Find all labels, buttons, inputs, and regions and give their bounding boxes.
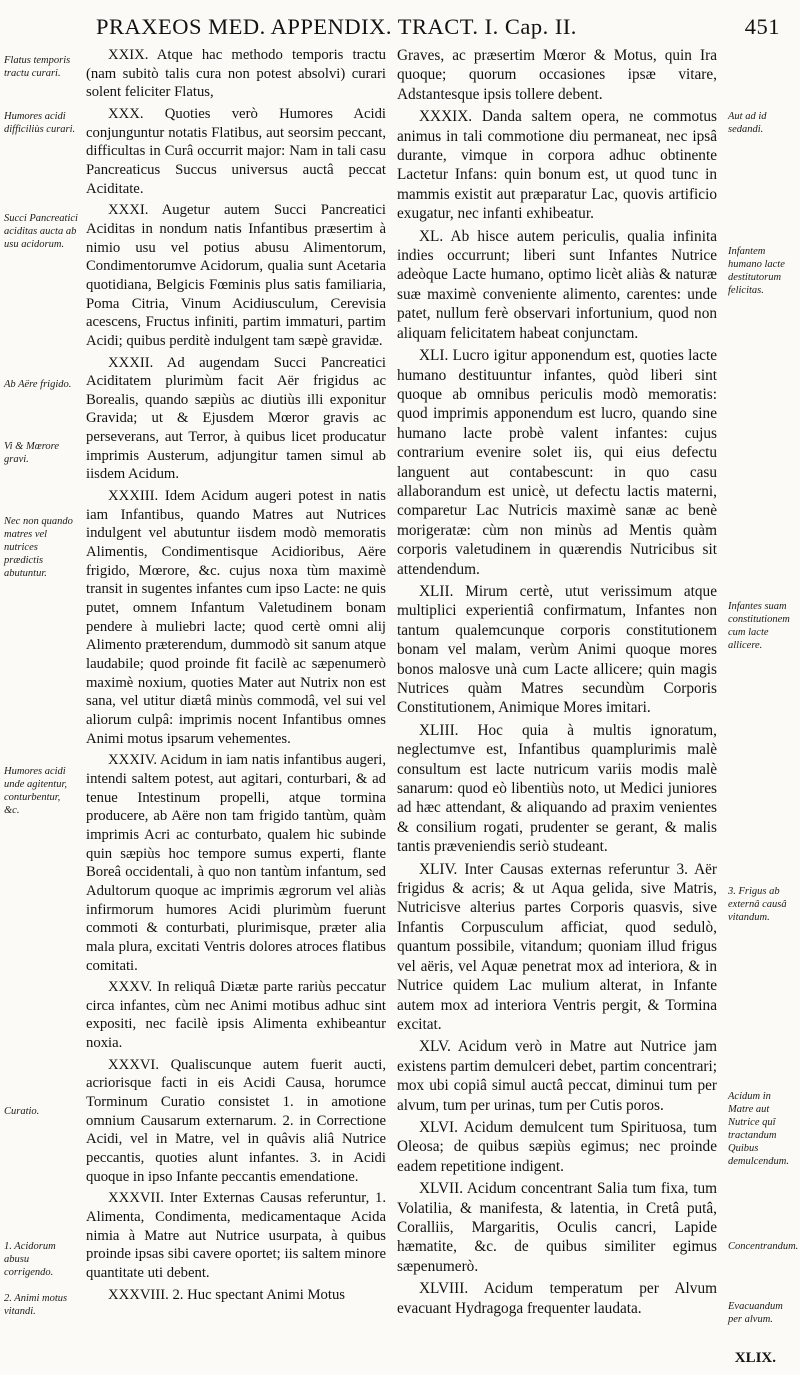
margin-note-left: Humores acidi difficiliùs curari. [4,111,76,135]
paragraph: XLV. Acidum verò in Matre aut Nutrice jam existens partim demulceri debet, partim concentrari; mox ubi copiâ simul auctâ peccat, diminui tum per alvum, tum per urinas, tum per Cutis poros. [397,1038,717,1114]
paragraph: XXXIII. Idem Acidum augeri potest in natis iam Infantibus, quando Matres aut Nutrices indulgent vel abutuntur iisdem modò memoratis Alimentis, Condimentisque Acidioribus, Aëre frigido, Mœrore, &c. cujus noxa tùm maximè transit in sugentes infantes cum ipso Lacte: ne quis putet, omnem Infantum Valetudinem bonam pendere à muliebri lacte; quod certè omni alij Alimento præterendum, dummodò sit sanum atque laudabile; quod proinde fit facilè ac sæpenumerò maximè noxium, quoties Mater aut Nutrix non est sana, vel utitur diætâ minùs commodâ, vel sui vel aliorum culpâ: imprimis nocent Infantibus omnes Animi motus ipsarum vehementes. [86,488,386,747]
margin-note-left: Succi Pancreatici aciditas aucta ab usu acidorum. [4,213,78,250]
left-column [86,46,386,1307]
paragraph: XLII. Mirum certè, utut verissimum atque multiplici experientiâ confirmatum, Infantes non tantum qualemcunque corporis constitutionem bonam vel malam, verùm Animi quoque mores bonos malosve unà cum Lacte allicere; quin magis Nutrices quàm Matres secundùm Corporis Constitutionem, Animique Mores imitari. [397,582,717,717]
margin-note-left: Flatus temporis tractu curari. [4,55,71,79]
paragraph: XXX. Quoties verò Humores Acidi conjunguntur notatis Flatibus, aut seorsim peccant, difficultas in Curâ occurrit major: Nam in tali casu Pancreaticus Succus universus auctâ peccat Aciditate. [86,105,386,197]
paragraph: XXXVII. Inter Externas Causas referuntur, 1. Alimenta, Condimenta, medicamentaque Acida nimia à Matre aut Nutrice usurpata, à quibus proinde ipsas sibi cavere oportet; iis saltem minore quantitate uti debent. [86,1190,386,1281]
paragraph: XLIV. Inter Causas externas referuntur 3. Aër frigidus & acris; & ut Aqua gelida, sive Matris, Nutricisve alterius partes Corporis quasvis, sive Infantis Corpusculum afficiat, quod sedulò, quantum possibile, vitandum; quoniam illud frigus vel aëris, vel Aquæ penetrat mox ad interiora, & in Nutrice quidem Lac mulium alterat, in Infante autem mox ad interiora Ventris pergit, & Tormina excitat. [397,860,717,1033]
margin-note-left: Ab Aëre frigido. [4,379,72,390]
running-header [96,14,780,40]
margin-note-right: Concentrandum. [728,1241,799,1252]
margin-note-left: Curatio. [4,1106,40,1117]
paragraph: XLVIII. Acidum temperatum per Alvum evacuant Hydragoga frequenter laudata. [397,1280,717,1317]
margin-note-left: Vi & Mœrore gravi. [4,441,60,465]
margin-note-left: 1. Acidorum abusu corrigendo. [4,1241,56,1278]
right-column [397,46,717,1321]
margin-note-right: Infantem humano lacte destitutorum felicitas. [728,246,785,296]
margin-note-right: Infantes suam constitutionem cum lacte allicere. [728,601,790,651]
paragraph: XLI. Lucro igitur apponendum est, quoties lacte humano destituuntur infantes, quòd liberi sint quoque ab omnibus periculis modò memoratis: quod imprimis apponendum est lucro, quando sine humano lacte probè valent infantes: cujus contrarium evenire solet iis, qui eius defectu languent aut contabescunt: in quo casu allaborandum est unicè, ut defectu lactis materni, comparetur Lac Nutricis maximè sanæ ac benè morigeratæ: cùm non minùs ad Mentis quàm corporis valetudinem in quærendis Nutricibus sit attendendum. [397,347,717,578]
catchword: XLIX. [734,1350,776,1366]
page-number: 451 [744,14,780,39]
margin-note-left: Nec non quando matres vel nutrices prædictis abutuntur. [4,516,73,579]
margin-note-left: 2. Animi motus vitandi. [4,1293,68,1317]
margin-note-left: Humores acidi unde agitentur, conturbentur, &c. [4,766,67,816]
paragraph: XXXIV. Acidum in iam natis infantibus augeri, intendi saltem potest, aut agitari, conturbari, & ad tenue Intestinum propelli, atque tormina producere, ab Aëre non tam frigido tantùm, quàm imprimis Acri ac conturbato, qualem hic subinde quin sæpiùs hoc tempore sumus experti, flante Boreâ occidentali, à quo non tantùm infantum, sed Adultorum quoque ac imprimis ægrorum vel aliàs infirmorum humores Acidi plurimùm fuerunt commoti & conturbati, plurimisque, præter alia mala plura, excitati Ventris dolores atroces flatibus comitati. [86,752,386,974]
margin-note-right: 3. Frigus ab externâ causâ vitandum. [728,886,787,923]
paragraph: XXXVIII. 2. Huc spectant Animi Motus [108,1286,346,1303]
margin-note-right: Acidum in Matre aut Nutrice quî tractandum Quibus demulcendum. [728,1091,789,1167]
paragraph: XXXV. In reliquâ Diætæ parte rariùs peccatur circa infantes, cùm nec Animi motibus adhuc sint expositi, nec facilè ipsis Alimenta exhibeantur noxia. [86,979,386,1052]
paragraph: XL. Ab hisce autem periculis, qualia infinita indies occurrunt; liberi sunt Infantes Nutrice adeòque Lacte humano, optimo licèt aliàs & naturæ suæ maximè conveniente alimento, carentes: unde patet, nullum ferè observari infortunium, quod non aliquam felicitatem habeat conjunctam. [397,227,717,342]
paragraph: XXXI. Augetur autem Succi Pancreatici Aciditas in nondum natis Infantibus præsertim à nimio usu vel potius abusu Alimentorum, Condimentorumve Acidorum, qualia sunt Acetaria quotidiana, Belgicis Fœminis plus satis familiaria, Poma Citria, Vinum Acidiusculum, Cerevisia acescens, Fructus infiniti, partim immaturi, partim Acidi; quibus perditè indulgent tam sæpè gravidæ. [86,202,386,349]
paragraph: Graves, ac præsertim Mœror & Motus, quin Ira quoque; quorum occasiones ipsæ vitare, Adstantesque ipsis tollere debent. [397,47,717,103]
paragraph: XXXVI. Qualiscunque autem fuerit aucti, acriorisque facti in eis Acidi Causa, horumce Torminum Curatio consistet 1. in amotione omnium Causarum externarum. 2. in Correctione Acidi, vel in Matre, vel in quâvis aliâ Nutrice peccantis, quoties alunt infantes. 3. in Acidi quoque in ipso Infante peccantis emendatione. [86,1056,386,1185]
header-title: PRAXEOS MED. APPENDIX. TRACT. I. Cap. II. [96,14,577,39]
paragraph: XLVII. Acidum concentrant Salia tum fixa, tum Volatilia, & manifesta, & latentia, in Cretâ putâ, Coralliis, Margaritis, Oculis cancri, Lapide hæmatite, &c. de quibus similiter egimus sæpenumerò. [397,1180,717,1275]
margin-note-right: Evacuandum per alvum. [728,1301,783,1325]
margin-note-right: Aut ad id sedandi. [728,111,767,135]
paragraph: XXXIX. Danda saltem opera, ne commotus animus in tali commotione diu permaneat, nec ipsâ durante, vimque in corpora adhuc obtinente Lactetur Infans: quin bonum est, ut quod tunc in mammis existit aut præparatur Lac, quovis artificio exugatur, nec infanti exhibeatur. [397,108,717,223]
paragraph: XXXII. Ad augendam Succi Pancreatici Aciditatem plurimùm facit Aër frigidus ac Borealis, quando sæpiùs ac diutiùs illi exponitur Gravida; ut & Ejusdem Mœror gravis ac perseverans, aut Terror, à quibus licet producatur imprimis Austerum, adjungitur tamen simul ab iisdem Acidum. [86,354,386,483]
paragraph: XLVI. Acidum demulcent tum Spirituosa, tum Oleosa; de quibus sæpiùs egimus; nec proinde eadem repetitione indigent. [397,1118,717,1175]
paragraph: XXIX. Atque hac methodo temporis tractu (nam subitò talis cura non potest absolvi) curari solent feliciter Flatus, [86,47,386,101]
paragraph: XLIII. Hoc quia à multis ignoratum, neglectumve est, Infantibus quamplurimis malè consultum est lacte nutricum variis modis malè sanarum: quod eò libentiùs noto, ut Medici juniores ad hæc attendant, & aliquando ad praxim venientes & consilium rogati, prudenter se gerant, & malis tantis præveniendis seriò studeant. [397,721,717,856]
